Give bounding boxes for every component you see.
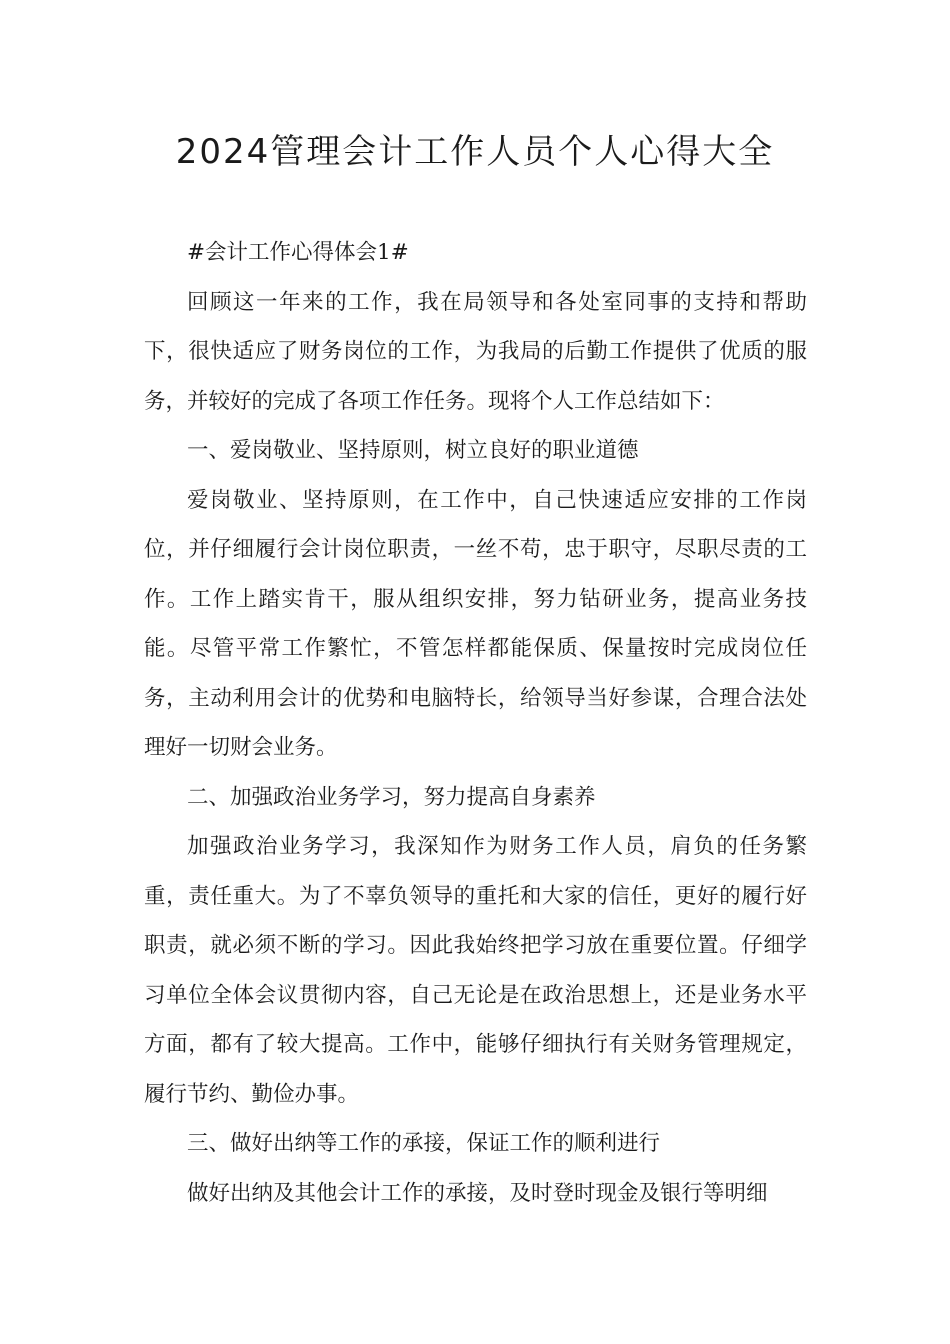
paragraph: 爱岗敬业、坚持原则，在工作中，自己快速适应安排的工作岗位，并仔细履行会计岗位职责，一丝不苟，忠于职守，尽职尽责的工作。工作上踏实肯干，服从组织安排，努力钻研业务，提高业务技能。尽管平常工作繁忙，不管怎样都能保质、保量按时完成岗位任务，主动利用会计的优势和电脑特长，给领导当好参谋，合理合法处理好一切财会业务。 xyxy=(144,487,807,760)
section-heading: 一、爱岗敬业、坚持原则，树立良好的职业道德 xyxy=(187,438,639,463)
paragraph: 回顾这一年来的工作，我在局领导和各处室同事的支持和帮助下，很快适应了财务岗位的工作，为我局的后勤工作提供了优质的服务，并较好的完成了各项工作任务。现将个人工作总结如下： xyxy=(144,289,807,414)
section-heading: 二、加强政治业务学习，努力提高自身素养 xyxy=(187,784,596,810)
document-body xyxy=(144,228,807,1218)
document-title: 2024管理会计工作人员个人心得大全 xyxy=(175,132,775,172)
section-heading: 三、做好出纳等工作的承接，保证工作的顺利进行 xyxy=(187,1131,661,1156)
paragraph: 做好出纳及其他会计工作的承接，及时登时现金及银行等明细 xyxy=(187,1180,768,1206)
section-heading: #会计工作心得体会1# xyxy=(187,240,409,265)
paragraph: 加强政治业务学习，我深知作为财务工作人员，肩负的任务繁重，责任重大。为了不辜负领导的重托和大家的信任，更好的履行好职责，就必须不断的学习。因此我始终把学习放在重要位置。仔细学习单位全体会议贯彻内容，自己无论是在政治思想上，还是业务水平方面，都有了较大提高。工作中，能够仔细执行有关财务管理规定，履行节约、勤俭办事。 xyxy=(144,834,807,1107)
